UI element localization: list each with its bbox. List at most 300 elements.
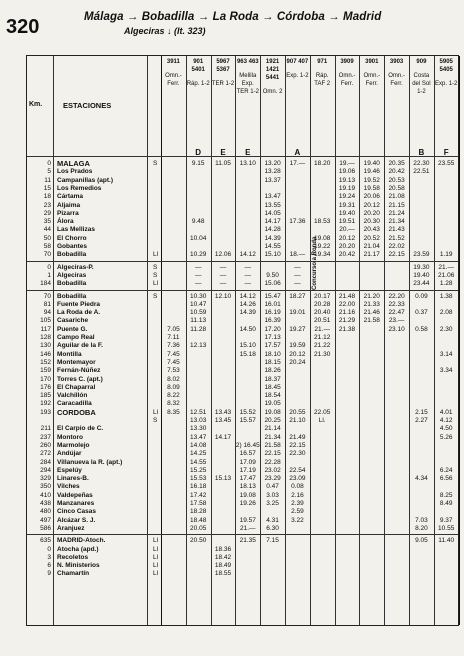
table-row [27, 537, 458, 545]
table-row [27, 367, 458, 375]
time-cell: 21.58 [363, 317, 380, 325]
time-cell: 2.16 [291, 491, 304, 499]
arrival-departure-marker: S [153, 292, 158, 300]
time-cell: 19.05 [264, 400, 281, 408]
time-cell: 17.47 [239, 475, 256, 483]
time-cell: 21.29 [338, 317, 356, 325]
station-name: Linares-B. [57, 475, 89, 483]
km-cell: 635 [40, 537, 51, 545]
table-row [27, 218, 458, 226]
row-divider [27, 290, 458, 291]
train-header [161, 58, 186, 88]
time-cell: 6.24 [439, 466, 453, 474]
time-cell: 13.30 [190, 425, 207, 433]
time-cell: 14.55 [190, 458, 207, 466]
time-cell: 9.37 [439, 516, 453, 524]
time-cell: — [244, 271, 252, 279]
time-cell: 21.17 [363, 251, 380, 259]
time-cell: 15.10 [264, 251, 281, 259]
time-cell: 16.57 [239, 450, 256, 458]
time-cell: 14.12 [239, 292, 256, 300]
table-row [27, 160, 458, 168]
train-type: Ráp. TAF 2 [314, 73, 331, 87]
row-divider [27, 534, 458, 535]
table-row [27, 434, 458, 442]
time-cell: 19.58 [363, 184, 380, 192]
station-name: MALAGA [57, 159, 90, 168]
time-cell: 8.22 [167, 392, 180, 400]
time-cell: 8.20 [415, 524, 428, 532]
time-cell: 23.— [388, 317, 405, 325]
table-row [27, 442, 458, 450]
time-cell: 7.53 [167, 367, 180, 375]
time-cell: 8.32 [167, 400, 180, 408]
time-cell: 19.08 [264, 408, 281, 416]
time-cell: 9.48 [191, 218, 205, 226]
time-cell: 20.53 [388, 176, 405, 184]
station-name: Cártama [57, 193, 84, 201]
time-cell: — [294, 280, 301, 288]
time-cell: 4.34 [415, 475, 428, 483]
time-cell: — [294, 263, 301, 271]
train-type: Exp. 1-2 [435, 81, 458, 87]
table-row [27, 301, 458, 309]
time-cell: 21.22 [314, 342, 331, 350]
time-cell: — [194, 280, 202, 288]
time-cell: 23.29 [264, 475, 281, 483]
time-cell: 2.08 [439, 309, 453, 317]
station-name: Recoletos [57, 553, 89, 561]
station-name: Vilches [57, 483, 80, 491]
station-name: El Chorro [57, 234, 87, 242]
time-cell: 19.26 [239, 500, 256, 507]
time-cell: 17.13 [264, 334, 281, 341]
time-cell: 8.02 [167, 375, 180, 383]
time-cell: 19.06 [338, 168, 356, 176]
km-cell: 94 [43, 309, 51, 317]
time-cell: 3.25 [266, 500, 279, 507]
table-row [27, 483, 458, 491]
time-cell: 20.28 [314, 300, 331, 308]
km-cell: 146 [40, 350, 51, 358]
station-name: Aranjuez [57, 524, 85, 532]
time-cell: 0.09 [415, 292, 428, 300]
time-cell: 21.10 [289, 417, 306, 424]
time-cell: 17.— [289, 160, 306, 167]
time-cell: 15.57 [239, 417, 256, 424]
time-cell: 20.20 [338, 243, 356, 250]
time-cell: 22.15 [388, 251, 405, 259]
time-cell: 20.20 [363, 209, 380, 217]
time-cell: 19.27 [289, 325, 306, 333]
station-name: Bobadilla [57, 280, 87, 288]
time-cell: 21.12 [314, 334, 331, 341]
time-cell: 20.12 [289, 350, 306, 358]
station-name: Montoro [57, 433, 83, 441]
train-type: Ráp. 1-2 [186, 81, 210, 87]
km-cell: 284 [40, 458, 51, 466]
station-name: Puente G. [57, 325, 88, 333]
time-cell: 16.39 [264, 317, 281, 325]
time-cell: 8.49 [439, 500, 453, 507]
table-row [27, 517, 458, 525]
station-name: El Carpio de C. [57, 425, 104, 433]
km-cell: 0 [47, 545, 51, 553]
time-cell: 0.08 [291, 483, 304, 491]
km-cell: 294 [40, 466, 51, 474]
time-cell: — [244, 263, 252, 271]
train-header [335, 58, 360, 88]
km-cell: 211 [40, 425, 51, 433]
station-name: Bobadilla [57, 251, 87, 259]
time-cell: 14.17 [214, 433, 232, 441]
table-row [27, 459, 458, 467]
station-name: Aljaima [57, 201, 81, 209]
km-cell: 6 [47, 562, 51, 570]
time-cell: 13.55 [264, 201, 281, 209]
time-cell: 21.46 [363, 309, 380, 317]
time-cell: 20.40 [314, 309, 331, 317]
train-type: Melilla Exp. TER 1-2 [236, 73, 259, 95]
time-cell: 22.15 [264, 450, 281, 458]
time-cell: 23.44 [413, 280, 430, 288]
km-cell: 70 [43, 251, 51, 259]
table-row [27, 210, 458, 218]
train-type: Omn.-Ferr. [388, 73, 405, 87]
time-cell: 1.28 [439, 280, 453, 288]
time-cell: 2.27 [415, 417, 428, 424]
time-cell: 15.18 [239, 350, 256, 358]
time-cell: 18.53 [314, 218, 331, 226]
time-cell: 14.39 [239, 309, 256, 317]
time-cell: 20.51 [314, 317, 331, 325]
station-name: Algeciras-P. [57, 263, 94, 271]
time-cell: 10.55 [438, 524, 455, 532]
km-cell: 15 [43, 184, 51, 192]
time-cell: 13.03 [190, 417, 207, 424]
station-name: Aguilar de la F. [57, 342, 103, 350]
time-cell: 7.11 [167, 334, 180, 341]
time-cell: 7.15 [266, 537, 279, 545]
table-row [27, 425, 458, 433]
station-name: Casariche [57, 317, 89, 325]
km-cell: 58 [43, 243, 51, 250]
time-cell: 15.06 [264, 280, 281, 288]
time-cell: 8.35 [167, 408, 180, 416]
table-row [27, 359, 458, 367]
table-row [27, 251, 458, 259]
km-cell: 9 [47, 570, 51, 578]
train-header [186, 58, 211, 88]
time-cell: 21.49 [289, 433, 306, 441]
time-cell: 5.26 [439, 433, 453, 441]
time-cell: 19.34 [314, 251, 331, 259]
station-name: Manzanares [57, 500, 95, 507]
time-cell: 10.30 [190, 292, 207, 300]
time-cell: 18.28 [190, 508, 207, 516]
column-divider [459, 56, 460, 625]
train-header [409, 58, 434, 96]
train-number: 971 [317, 59, 328, 65]
time-cell: 22.51 [413, 168, 430, 176]
train-number: 3901 [365, 59, 379, 65]
time-cell: 20.25 [264, 417, 281, 424]
time-cell: 19.19 [338, 184, 356, 192]
km-cell: 329 [40, 475, 51, 483]
km-cell: 130 [40, 342, 51, 350]
station-name: N. Ministerios [57, 562, 100, 570]
time-cell: 21.— [240, 524, 256, 532]
time-cell: 20.35 [388, 160, 405, 167]
train-header [310, 58, 335, 88]
km-cell: 18 [43, 193, 51, 201]
table-row [27, 417, 458, 425]
km-cell: 35 [43, 218, 51, 226]
table-row [27, 392, 458, 400]
km-header: Km. [29, 101, 43, 108]
train-type: Omn. 2 [262, 89, 283, 95]
km-cell: 5 [47, 168, 51, 176]
station-name: Campo Real [57, 334, 95, 341]
train-header [260, 58, 285, 96]
time-cell: 23.55 [438, 160, 455, 167]
table-row [27, 562, 458, 570]
table-row [27, 554, 458, 562]
time-cell: 22.47 [388, 309, 405, 317]
table-row [27, 185, 458, 193]
time-cell: 20.— [339, 226, 355, 234]
time-cell: 17.42 [190, 491, 207, 499]
time-cell: 22.30 [289, 450, 306, 458]
time-cell: 4.12 [439, 417, 453, 424]
time-cell: 13.28 [264, 168, 281, 176]
time-cell: 2.39 [291, 500, 304, 507]
table-row [27, 317, 458, 325]
km-cell: 29 [43, 209, 51, 217]
time-cell: 1.38 [439, 292, 453, 300]
time-cell: 22.30 [413, 160, 430, 167]
time-cell: 20.52 [363, 234, 380, 242]
station-name: La Roda de A. [57, 309, 101, 317]
train-header [285, 58, 310, 80]
time-cell: 18.42 [214, 553, 232, 561]
time-cell: 21.58 [264, 441, 281, 449]
train-letter: B [418, 148, 425, 157]
station-name: Campanillas (apt.) [57, 176, 113, 184]
time-cell: 19.22 [314, 243, 331, 250]
table-row [27, 334, 458, 342]
km-cell: 1 [47, 271, 51, 279]
time-cell: 14.50 [239, 325, 256, 333]
time-cell: 20.42 [338, 251, 356, 259]
time-cell: 17.09 [239, 458, 256, 466]
km-cell: 480 [40, 508, 51, 516]
time-cell: 15.53 [190, 475, 207, 483]
time-cell: 19.57 [239, 516, 256, 524]
table-row [27, 235, 458, 243]
time-cell: 21.06 [438, 271, 455, 279]
time-cell: 7.03 [415, 516, 428, 524]
time-cell: 21.34 [388, 218, 405, 226]
time-cell: 21.48 [338, 292, 356, 300]
time-cell: 21.24 [388, 209, 405, 217]
time-cell: 20.24 [289, 358, 306, 366]
time-cell: — [244, 280, 252, 288]
arrival-departure-marker: S [153, 263, 158, 271]
km-cell: 237 [40, 433, 51, 441]
time-cell: 20.17 [314, 292, 331, 300]
station-name: Torres C. (apt.) [57, 375, 103, 383]
time-cell: 14.28 [264, 226, 281, 234]
table-row [27, 570, 458, 578]
time-cell: 19.08 [314, 234, 331, 242]
arrival-departure-marker: Ll [153, 280, 159, 288]
time-cell: 13.37 [264, 176, 281, 184]
train-header [211, 58, 236, 88]
time-cell: 22.05 [314, 408, 331, 416]
table-row [27, 467, 458, 475]
time-cell: — [219, 280, 227, 288]
train-type: Omn.-Ferr. [363, 73, 381, 87]
station-name: Atocha (apd.) [57, 545, 99, 553]
time-cell: 13.20 [264, 160, 281, 167]
train-header [359, 58, 384, 88]
time-cell: 15.52 [239, 408, 256, 416]
time-cell: 17.57 [264, 342, 281, 350]
station-name: Fuente Piedra [57, 300, 100, 308]
table-row [27, 508, 458, 516]
time-cell: 21.14 [264, 425, 281, 433]
time-cell: 18.49 [214, 562, 232, 570]
time-cell: 21.38 [338, 325, 356, 333]
route-subtitle: Algeciras ↓ (It. 323) [124, 26, 206, 36]
time-cell: 4.01 [439, 408, 453, 416]
station-name: CORDOBA [57, 407, 96, 417]
time-cell: 22.20 [388, 292, 405, 300]
table-row [27, 492, 458, 500]
train-header [434, 58, 459, 88]
time-cell: — [219, 263, 227, 271]
time-cell: 19.— [339, 160, 355, 167]
time-cell: 18.36 [214, 545, 232, 553]
time-cell: 16.01 [264, 300, 281, 308]
time-cell: 23.59 [413, 251, 430, 259]
time-cell: 19.40 [363, 160, 380, 167]
station-name: Montemayor [57, 358, 96, 366]
time-cell: 8.25 [439, 491, 453, 499]
time-cell: 21.34 [264, 433, 281, 441]
time-cell: 21.— [314, 325, 330, 333]
time-cell: — [294, 271, 301, 279]
time-cell: 20.43 [363, 226, 380, 234]
time-cell: 14.55 [264, 243, 281, 250]
table-row [27, 309, 458, 317]
arrival-departure-marker: Ll [153, 545, 159, 553]
timetable [26, 55, 459, 626]
train-letter: D [195, 148, 202, 157]
time-cell: 14.12 [239, 251, 256, 259]
train-type: Exp. 1-2 [286, 73, 309, 79]
time-cell: 16.18 [190, 483, 207, 491]
km-cell: 193 [40, 408, 51, 416]
km-cell: 438 [40, 500, 51, 507]
time-cell: 19.40 [413, 271, 430, 279]
time-cell: 3.03 [266, 491, 279, 499]
station-name: Algeciras [57, 271, 87, 279]
time-cell: 18.54 [264, 392, 281, 400]
table-row [27, 500, 458, 508]
km-cell: 497 [40, 516, 51, 524]
station-name: Montilla [57, 350, 82, 358]
time-cell: 17.36 [289, 218, 306, 226]
station-name: Espelúy [57, 466, 82, 474]
time-cell: 21.08 [388, 193, 405, 201]
time-cell: 20.42 [388, 168, 405, 176]
time-cell: 7.36 [167, 342, 180, 350]
time-cell: 18.20 [314, 160, 331, 167]
arrival-departure-marker: Ll [153, 562, 159, 570]
km-cell: 152 [40, 358, 51, 366]
km-cell: 410 [40, 491, 51, 499]
time-cell: 23.10 [388, 325, 405, 333]
row-divider [27, 261, 458, 262]
time-cell: 12.06 [214, 251, 232, 259]
train-letter: F [443, 148, 449, 157]
time-cell: 19.24 [338, 193, 356, 201]
train-type: Costa del Sol 1-2 [412, 73, 431, 95]
station-name: Caracadilla [57, 400, 92, 408]
train-header [235, 58, 260, 96]
time-cell: 20.50 [190, 537, 207, 545]
time-cell: 19.13 [338, 176, 356, 184]
train-number: 5905 5405 [439, 59, 453, 73]
arrival-departure-marker: Ll [153, 570, 159, 578]
station-name: Andújar [57, 450, 82, 458]
arrival-departure-marker: Ll [153, 408, 159, 416]
km-cell: 0 [47, 160, 51, 167]
station-name: Alcázar S. J. [57, 516, 96, 524]
time-cell: 0.58 [415, 325, 428, 333]
time-cell: 10.04 [190, 234, 207, 242]
time-cell: 22.00 [338, 300, 356, 308]
time-cell: 14.17 [264, 218, 281, 226]
rotated-note: Concurso a Ronda [311, 236, 318, 290]
km-cell: 185 [40, 392, 51, 400]
time-cell: 14.39 [264, 234, 281, 242]
train-number: 1921 1421 5441 [265, 59, 280, 81]
km-cell: 192 [40, 400, 51, 408]
time-cell: 15.13 [214, 475, 232, 483]
train-number: 5967 5367 [216, 59, 230, 73]
time-cell: 16.19 [264, 309, 281, 317]
time-cell: 20.12 [363, 201, 380, 209]
time-cell: 21.33 [363, 300, 380, 308]
km-cell: 44 [43, 226, 51, 234]
time-cell: 1.19 [439, 251, 453, 259]
station-name: Marmolejo [57, 441, 90, 449]
time-cell: 15.10 [239, 342, 256, 350]
station-name: Villanueva la R. (apt.) [57, 458, 123, 466]
time-cell: 20.30 [363, 218, 380, 226]
station-name: Los Remedios [57, 184, 102, 192]
time-cell: 4.50 [439, 425, 453, 433]
time-cell: 21.35 [239, 537, 256, 545]
arrival-departure-marker: Ll [153, 537, 159, 545]
time-cell: — [194, 271, 202, 279]
station-name: El Chaparral [57, 383, 96, 391]
time-cell: 14.25 [190, 450, 207, 458]
time-cell: 19.51 [338, 218, 356, 226]
